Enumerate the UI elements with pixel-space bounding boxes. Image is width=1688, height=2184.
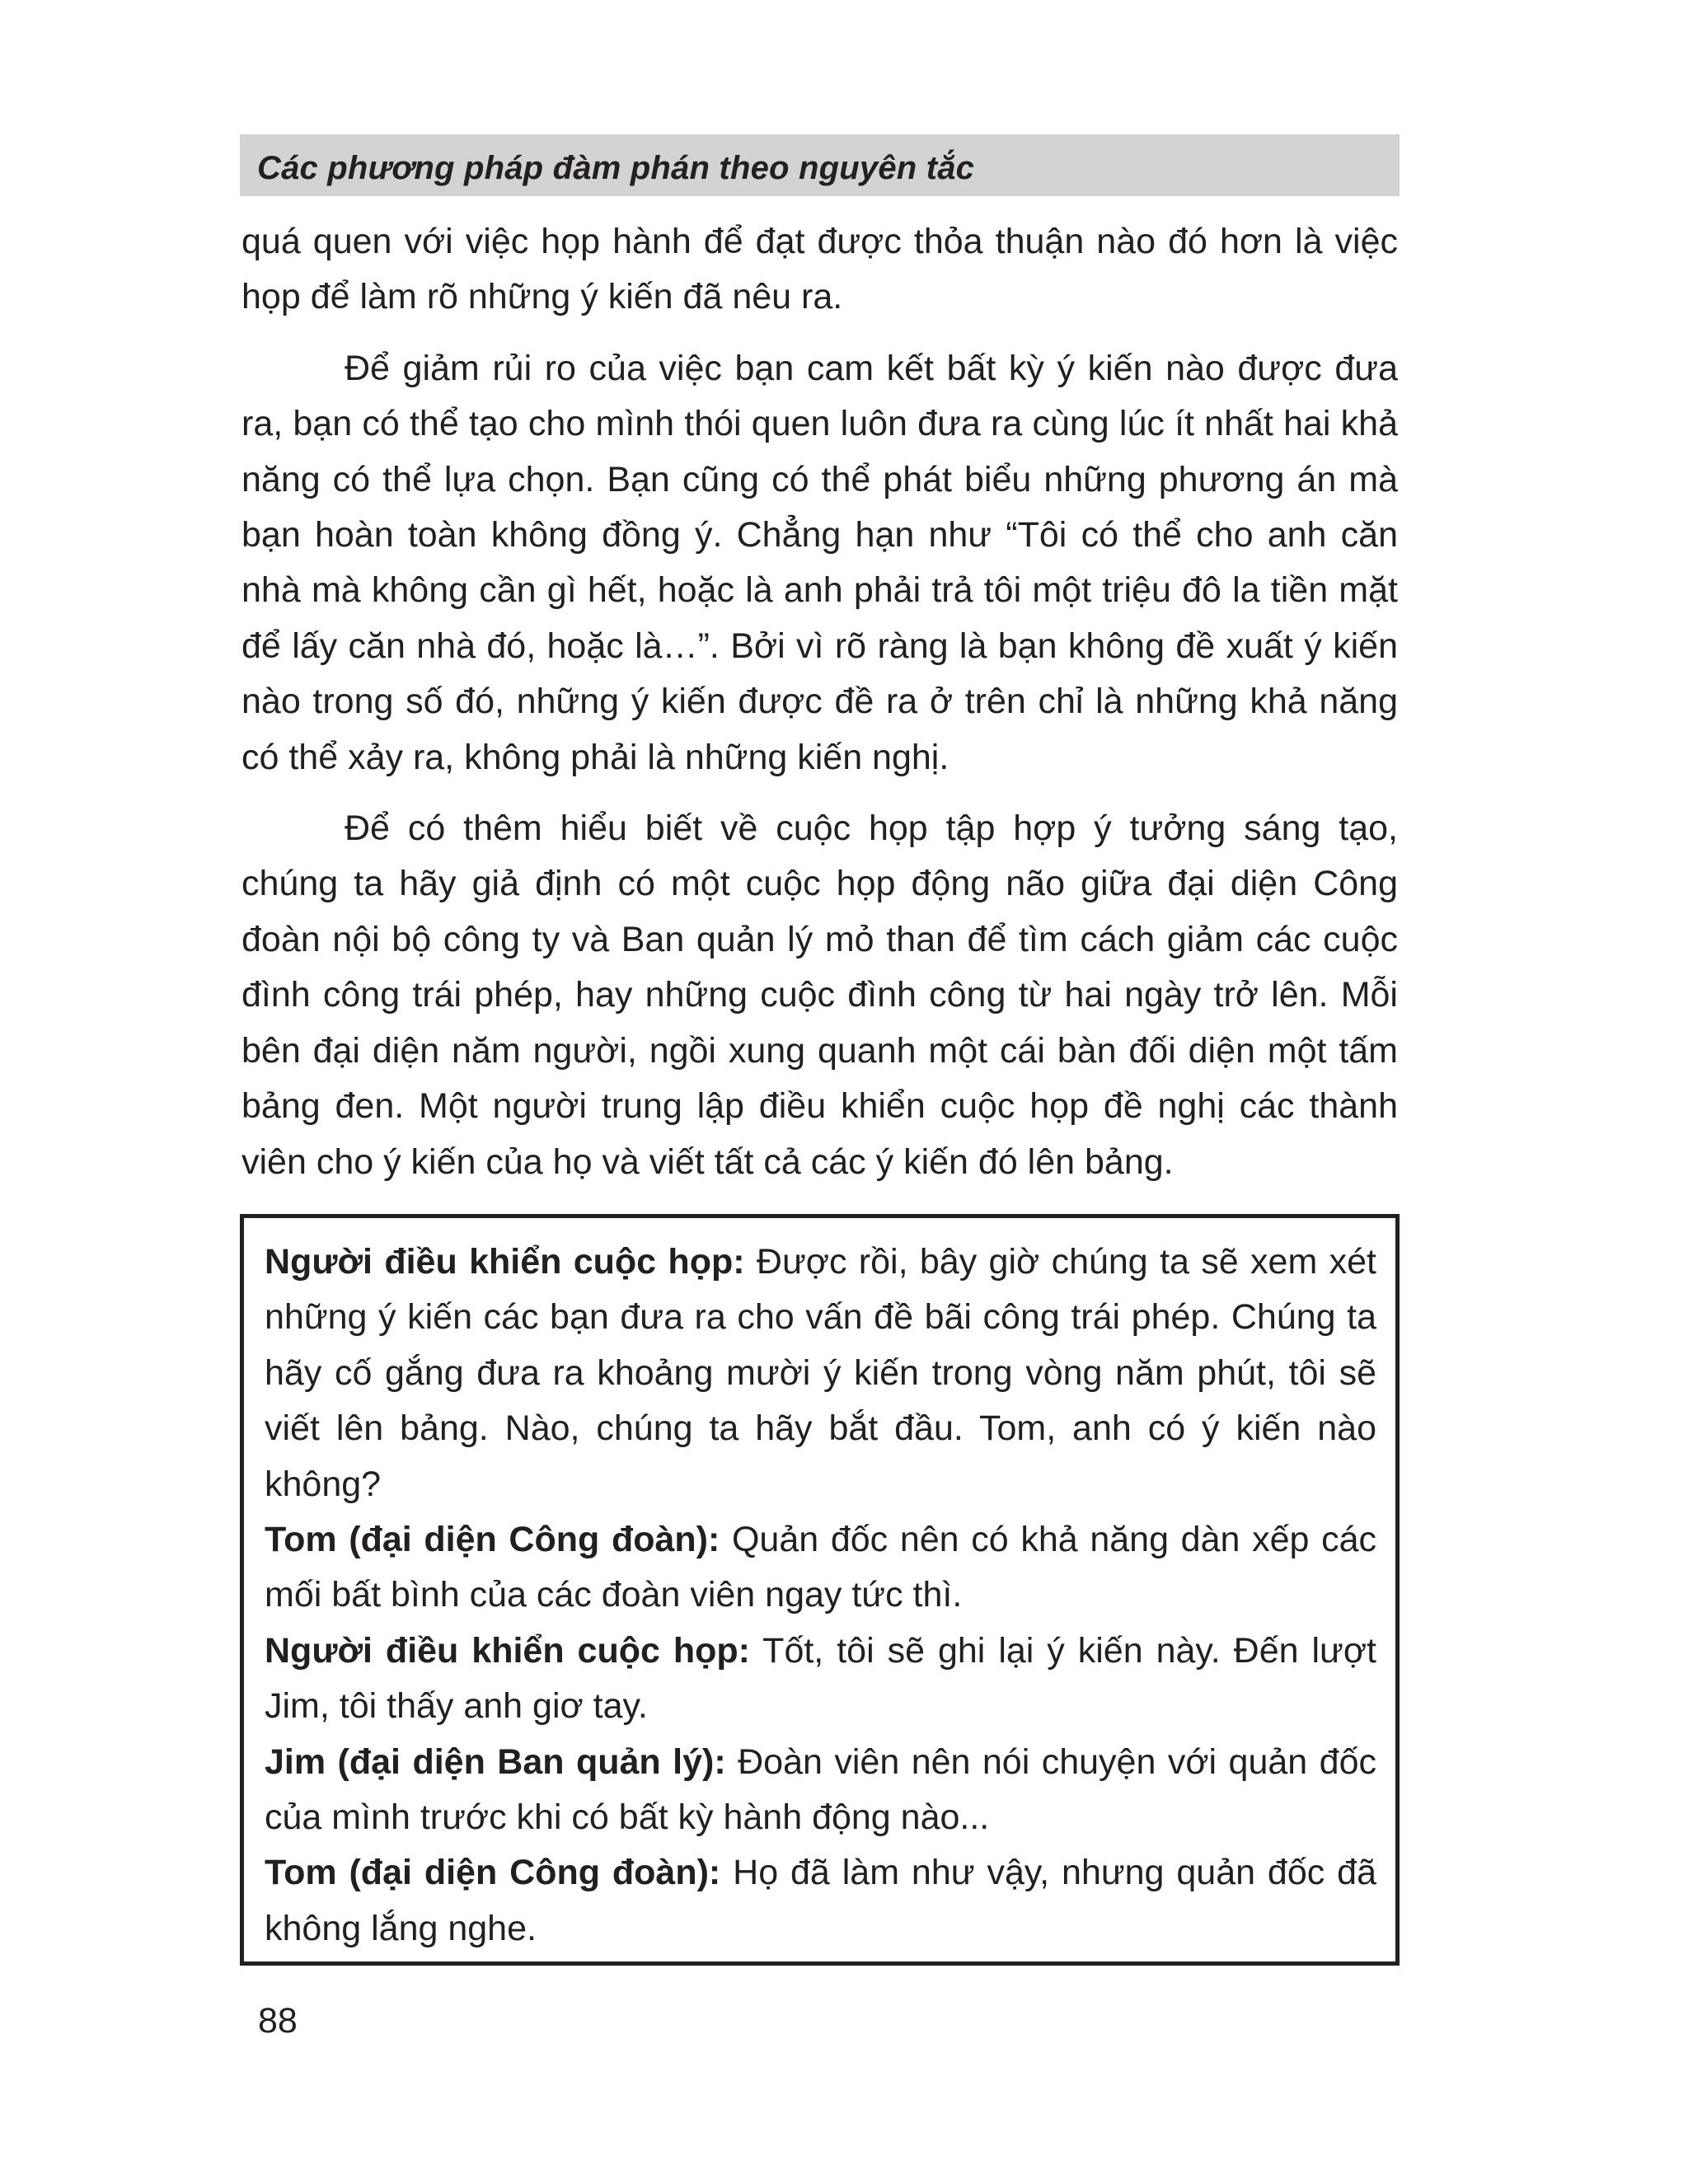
dialogue-box xyxy=(240,1214,1400,1966)
running-header xyxy=(240,134,1400,196)
dialogue-text: Quản đốc nên có khả năng dàn xếp các mối bất bình của các đoàn viên ngay tức thì. xyxy=(265,1520,1376,1615)
dialogue-line xyxy=(265,1735,1376,1846)
page-number: 88 xyxy=(258,2001,298,2041)
body-paragraph: quá quen với việc họp hành để đạt được thỏa thuận nào đó hơn là việc họp để làm rõ những ý kiến đã nêu ra. xyxy=(241,222,1398,317)
body-paragraph: Để giảm rủi ro của việc bạn cam kết bất kỳ ý kiến nào được đưa ra, bạn có thể tạo cho mình thói quen luôn đưa ra cùng lúc ít nhất hai khả năng có thể lựa chọn. Bạn cũng có thể phát biểu những phương án mà bạn hoàn toàn không đồng ý. Chẳng hạn như “Tôi có thể cho anh căn nhà mà không cần gì hết, hoặc là anh phải trả tôi một triệu đô la tiền mặt để lấy căn nhà đó, hoặc là…”. Bởi vì rõ ràng là bạn không đề xuất ý kiến nào trong số đó, những ý kiến được đề ra ở trên chỉ là những khả năng có thể xảy ra, không phải là những kiến nghị. xyxy=(241,348,1398,777)
running-header-title: Các phương pháp đàm phán theo nguyên tắc xyxy=(257,150,975,186)
dialogue-line xyxy=(265,1845,1376,1957)
dialogue-text: Đoàn viên nên nói chuyện với quản đốc của mình trước khi có bất kỳ hành động nào... xyxy=(265,1741,1376,1838)
body-paragraph: Để có thêm hiểu biết về cuộc họp tập hợp ý tưởng sáng tạo, chúng ta hãy giả định có một cuộc họp động não giữa đại diện Công đoàn nội bộ công ty và Ban quản lý mỏ than để tìm cách giảm các cuộc đình công trái phép, hay những cuộc đình công từ hai ngày trở lên. Mỗi bên đại diện năm người, ngồi xung quanh một cái bàn đối diện một tấm bảng đen. Một người trung lập điều khiển cuộc họp đề nghị các thành viên cho ý kiến của họ và viết tất cả các ý kiến đó lên bảng. xyxy=(241,808,1398,1182)
dialogue-text: Họ đã làm như vậy, nhưng quản đốc đã không lắng nghe. xyxy=(265,1853,1376,1948)
dialogue-line xyxy=(265,1512,1376,1624)
dialogue-line xyxy=(265,1235,1376,1512)
speaker-name: Người điều khiển cuộc họp: xyxy=(265,1630,750,1671)
dialogue-text: Tốt, tôi sẽ ghi lại ý kiến này. Đến lượt Jim, tôi thấy anh giơ tay. xyxy=(265,1630,1376,1727)
speaker-name: Tom (đại diện Công đoàn): xyxy=(265,1853,721,1893)
speaker-name: Jim (đại diện Ban quản lý): xyxy=(265,1741,726,1782)
dialogue-line xyxy=(265,1624,1376,1735)
dialogue-text: Được rồi, bây giờ chúng ta sẽ xem xét những ý kiến các bạn đưa ra cho vấn đề bãi công trái phép. Chúng ta hãy cố gắng đưa ra khoảng mười ý kiến trong vòng năm phút, tôi sẽ viết lên bảng. Nào, chúng ta hãy bắt đầu. Tom, anh có ý kiến nào không? xyxy=(265,1242,1376,1504)
speaker-name: Tom (đại diện Công đoàn): xyxy=(265,1520,720,1560)
speaker-name: Người điều khiển cuộc họp: xyxy=(265,1242,745,1282)
body-text xyxy=(241,214,1398,1190)
